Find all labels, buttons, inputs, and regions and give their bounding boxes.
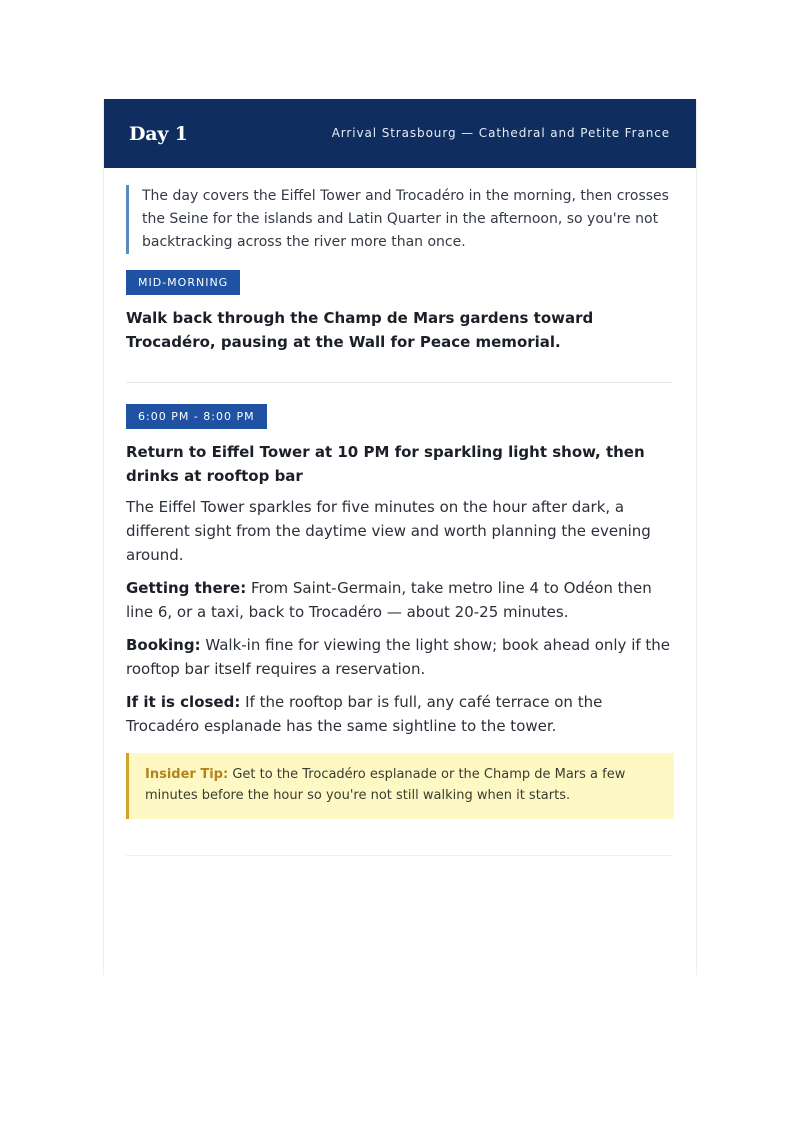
day-card (103, 99, 697, 975)
insider-tip-box (126, 753, 674, 819)
activity-title: Return to Eiffel Tower at 10 PM for sparkling light show, then drinks at rooftop bar (126, 443, 645, 485)
day-header (104, 99, 696, 168)
activity-description: The Eiffel Tower sparkles for five minutes on the hour after dark, a different sight from the daytime view and worth planning the evening around. (126, 498, 651, 564)
day-title: Day 1 (129, 122, 188, 145)
time-badge: 6:00 PM - 8:00 PM (126, 404, 267, 429)
detail-booking (126, 633, 673, 681)
detail-text: If the rooftop bar is full, any café terrace on the Trocadéro esplanade has the same sightline to the tower. (126, 693, 603, 735)
activity-title: Walk back through the Champ de Mars gardens toward Trocadéro, pausing at the Wall for Peace memorial. (126, 309, 594, 351)
time-badge: MID-MORNING (126, 270, 240, 295)
activity-section (126, 254, 673, 383)
detail-label: Booking: (126, 636, 201, 654)
card-fade (104, 855, 696, 975)
tip-label: Insider Tip: (145, 767, 229, 782)
detail-label: If it is closed: (126, 693, 241, 711)
detail-if-closed (126, 690, 673, 738)
day-content (126, 185, 673, 856)
day-subtitle: Arrival Strasbourg — Cathedral and Petite France (331, 125, 670, 140)
detail-getting-there (126, 576, 673, 624)
intro-quote: The day covers the Eiffel Tower and Trocadéro in the morning, then crosses the Seine for the islands and Latin Quarter in the afternoon, so you're not backtracking across the river more than once. (126, 185, 673, 254)
section-divider (126, 855, 673, 856)
detail-label: Getting there: (126, 579, 247, 597)
tip-text: Get to the Trocadéro esplanade or the Champ de Mars a few minutes before the hour so you're not still walking when it starts. (145, 767, 626, 803)
detail-text: From Saint-Germain, take metro line 4 to Odéon then line 6, or a taxi, back to Trocadéro — about 20-25 minutes. (126, 579, 652, 621)
detail-text: Walk-in fine for viewing the light show; book ahead only if the rooftop bar itself requires a reservation. (126, 636, 671, 678)
activity-section (126, 383, 673, 856)
